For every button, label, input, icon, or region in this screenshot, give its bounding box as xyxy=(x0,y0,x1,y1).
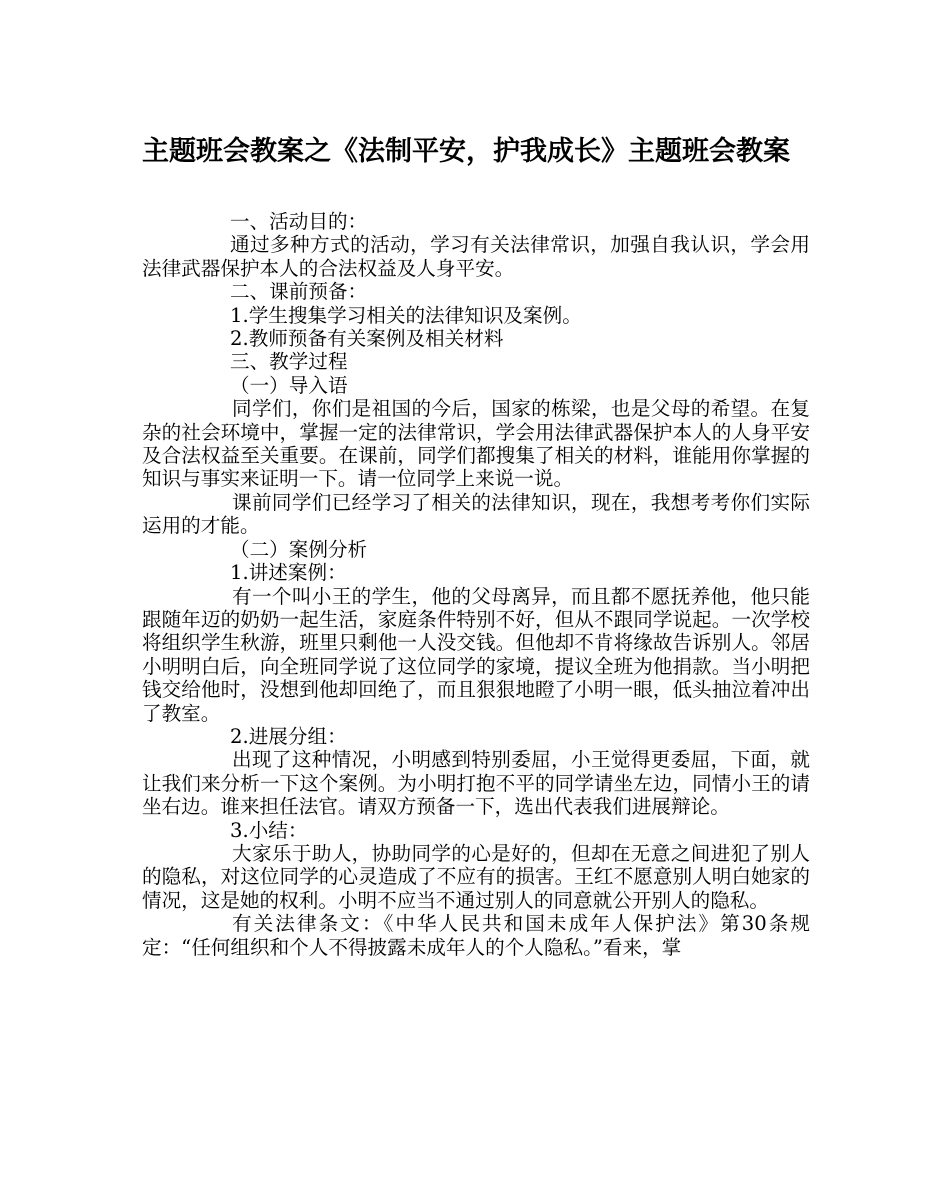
list-item-preparation-2: 2.教师预备有关案例及相关材料 xyxy=(230,327,504,351)
list-item-case-2: 2.进展分组： xyxy=(230,724,347,748)
paragraph-summary: 大家乐于助人，协助同学的心是好的，但却在无意之间进犯了别人的隐私，对这位同学的心灵造成了不应有的损害。王红不愿意别人明白她家的情况，这是她的权利。小明不应当不通过别人的同意就公开别人的隐私。 xyxy=(142,841,810,912)
paragraph-transition: 课前同学们已经学习了相关的法律知识，现在，我想考考你们实际运用的才能。 xyxy=(142,490,810,538)
list-item-preparation-1: 1.学生搜集学习相关的法律知识及案例。 xyxy=(230,303,582,327)
document-body xyxy=(142,210,810,959)
document-title: 主题班会教案之《法制平安，护我成长》主题班会教案 xyxy=(142,136,790,167)
paragraph-objectives: 通过多种方式的活动，学习有关法律常识，加强自我认识，学会用法律武器保护本人的合法权益及人身平安。 xyxy=(142,233,810,280)
paragraph-introduction: 同学们，你们是祖国的今后，国家的栋梁，也是父母的希望。在复杂的社会环境中，掌握一定的法律常识，学会用法律武器保护本人的人身平安及合法权益至关重要。在课前，同学们都搜集了相关的材料，谁能用你掌握的知识与事实来证明一下。请一位同学上来说一说。 xyxy=(142,397,810,491)
paragraph-law-article: 有关法律条文：《中华人民共和国未成年人保护法》第30条规定：“任何组织和个人不得披露未成年人的个人隐私。”看来，掌 xyxy=(142,912,810,959)
subheading-introduction: （一）导入语 xyxy=(230,373,348,397)
subheading-case-analysis: （二）案例分析 xyxy=(230,537,368,561)
section-heading-preparation: 二、课前预备： xyxy=(230,280,368,304)
paragraph-case-story: 有一个叫小王的学生，他的父母离异，而且都不愿抚养他，他只能跟随年迈的奶奶一起生活，家庭条件特别不好，但从不跟同学说起。一次学校将组织学生秋游，班里只剩他一人没交钱。但他却不肯将缘故告诉别人。邻居小明明白后，向全班同学说了这位同学的家境，提议全班为他捐款。当小明把钱交给他时，没想到他却回绝了，而且狠狠地瞪了小明一眼，低头抽泣着冲出了教室。 xyxy=(142,584,810,725)
list-item-case-1: 1.讲述案例： xyxy=(230,561,347,585)
list-item-case-3: 3.小结： xyxy=(230,818,308,842)
section-heading-process: 三、教学过程 xyxy=(230,350,348,374)
section-heading-objectives: 一、活动目的： xyxy=(230,210,368,233)
paragraph-grouping: 出现了这种情况，小明感到特别委屈，小王觉得更委屈，下面，就让我们来分析一下这个案例。为小明打抱不平的同学请坐左边，同情小王的请坐右边。谁来担任法官。请双方预备一下，选出代表我们进展辩论。 xyxy=(142,748,810,819)
